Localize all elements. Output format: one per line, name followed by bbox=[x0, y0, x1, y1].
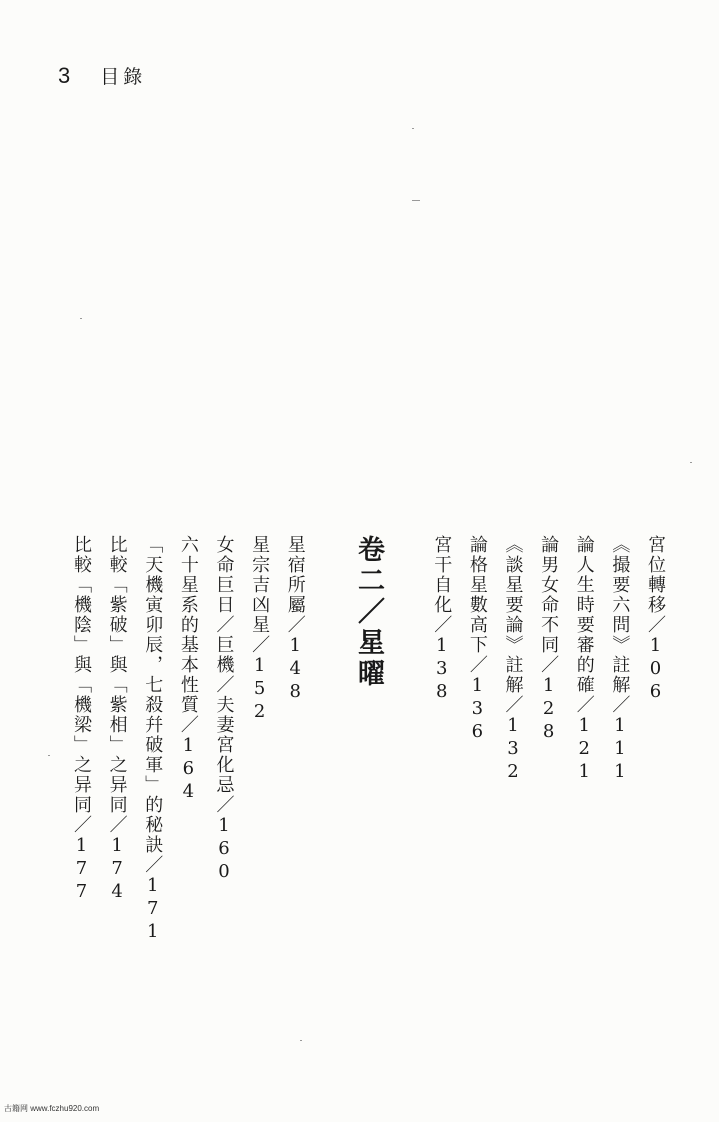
toc-entry: 宮干自化／138 bbox=[431, 535, 453, 704]
toc-entry: 論格星數高下／136 bbox=[466, 535, 488, 744]
scan-speck bbox=[48, 755, 50, 756]
scan-speck bbox=[412, 128, 414, 129]
toc-entry: 宮位轉移／106 bbox=[645, 535, 666, 704]
toc-entry: 女命巨日／巨機／夫妻宮化忌／160 bbox=[213, 535, 235, 884]
scan-speck bbox=[690, 462, 692, 463]
toc-entry: 「天機寅卯辰，七殺幷破軍」的秘訣／171 bbox=[142, 535, 164, 944]
footer-watermark: 古籍网 www.fczhu920.com bbox=[4, 1104, 100, 1113]
toc-entry: 星宗吉凶星／152 bbox=[249, 535, 271, 724]
toc-entry: 比較「紫破」與「紫相」之异同／174 bbox=[106, 535, 128, 904]
page-header bbox=[58, 62, 146, 89]
toc-entry: 星宿所屬／148 bbox=[284, 535, 306, 704]
toc-entry: 比較「機陰」與「機梁」之异同／177 bbox=[71, 535, 92, 904]
toc-entry: 六十星系的基本性質／164 bbox=[177, 535, 199, 804]
column-spacer bbox=[393, 535, 419, 995]
column-spacer bbox=[317, 535, 343, 995]
toc-entry: 論男女命不同／128 bbox=[538, 535, 560, 744]
volume-heading: 卷二／星曜 bbox=[353, 535, 384, 690]
toc-entry: 《談星要論》註解／132 bbox=[502, 535, 524, 784]
scan-speck bbox=[80, 318, 82, 319]
scan-speck bbox=[412, 200, 420, 201]
table-of-contents bbox=[68, 535, 668, 995]
toc-entry: 論人生時要審的確／121 bbox=[573, 535, 595, 784]
page-number: 3 bbox=[58, 63, 71, 88]
scan-speck bbox=[300, 1040, 302, 1041]
toc-entry: 《撮要六問》註解／111 bbox=[609, 535, 631, 784]
page-title: 目錄 bbox=[100, 66, 147, 88]
